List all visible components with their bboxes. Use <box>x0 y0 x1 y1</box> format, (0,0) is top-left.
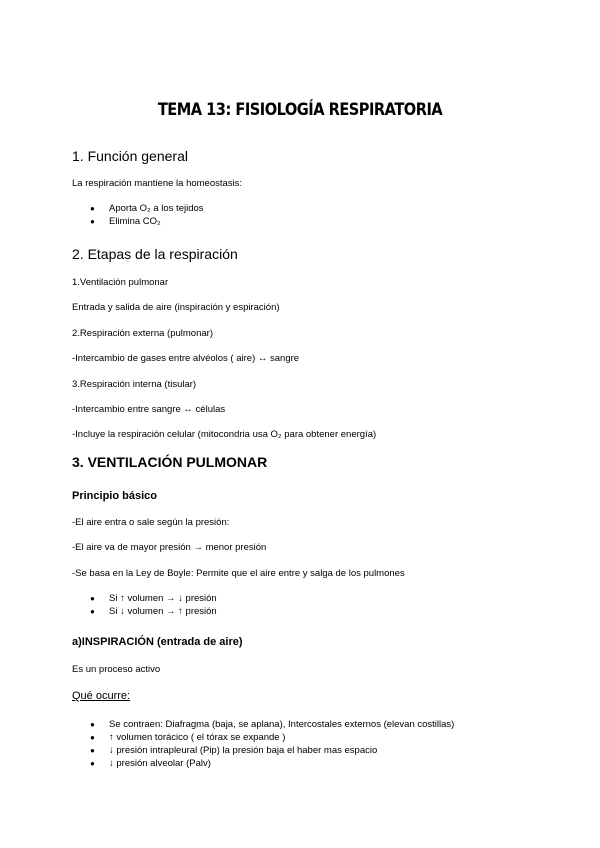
paragraph: Es un proceso activo <box>72 664 161 675</box>
section-3-heading: 3. VENTILACIÓN PULMONAR <box>72 454 268 470</box>
subheading-principio: Principio básico <box>72 490 157 502</box>
paragraph: -El aire va de mayor presión → menor presión <box>72 542 267 553</box>
paragraph: -Intercambio entre sangre ↔ células <box>72 404 226 415</box>
list-item: ● Aporta O₂ a los tejidos <box>90 203 204 214</box>
paragraph: 2.Respiración externa (pulmonar) <box>72 328 213 339</box>
list-item: ● Se contraen: Diafragma (baja, se aplana), Intercostales externos (elevan costillas) <box>90 719 455 730</box>
bullet-icon: ● <box>90 204 95 213</box>
paragraph: Entrada y salida de aire (inspiración y espiración) <box>72 302 280 313</box>
bullet-icon: ● <box>90 594 95 603</box>
paragraph: -Se basa en la Ley de Boyle: Permite que el aire entre y salga de los pulmones <box>72 568 405 579</box>
list-item: ● Elimina CO₂ <box>90 216 161 227</box>
section-2-heading: 2. Etapas de la respiración <box>72 246 238 262</box>
bullet-icon: ● <box>90 720 95 729</box>
section-1-heading: 1. Función general <box>72 148 188 164</box>
list-item: ● Si ↓ volumen → ↑ presión <box>90 606 217 617</box>
bullet-icon: ● <box>90 607 95 616</box>
bullet-icon: ● <box>90 217 95 226</box>
bullet-icon: ● <box>90 733 95 742</box>
paragraph: -El aire entra o sale según la presión: <box>72 517 230 528</box>
list-item: ● ↑ volumen torácico ( el tórax se expande ) <box>90 732 286 743</box>
bullet-icon: ● <box>90 746 95 755</box>
list-item: ● Si ↑ volumen → ↓ presión <box>90 593 217 604</box>
paragraph: -Intercambio de gases entre alvéolos ( aire) ↔ sangre <box>72 353 300 364</box>
paragraph: 1.Ventilación pulmonar <box>72 277 169 288</box>
paragraph: -Incluye la respiración celular (mitocondria usa O₂ para obtener energía) <box>72 429 377 440</box>
que-ocurre-label: Qué ocurre: <box>72 690 131 702</box>
bullet-icon: ● <box>90 759 95 768</box>
subheading-inspiracion: a)INSPIRACIÓN (entrada de aire) <box>72 636 243 648</box>
list-item: ● ↓ presión intrapleural (Pip) la presión baja el haber mas espacio <box>90 745 378 756</box>
page-title: TEMA 13: FISIOLOGÍA RESPIRATORIA <box>157 100 443 120</box>
list-item: ● ↓ presión alveolar (Palv) <box>90 758 211 769</box>
section-1-intro: La respiración mantiene la homeostasis: <box>72 178 243 189</box>
paragraph: 3.Respiración interna (tisular) <box>72 379 197 390</box>
